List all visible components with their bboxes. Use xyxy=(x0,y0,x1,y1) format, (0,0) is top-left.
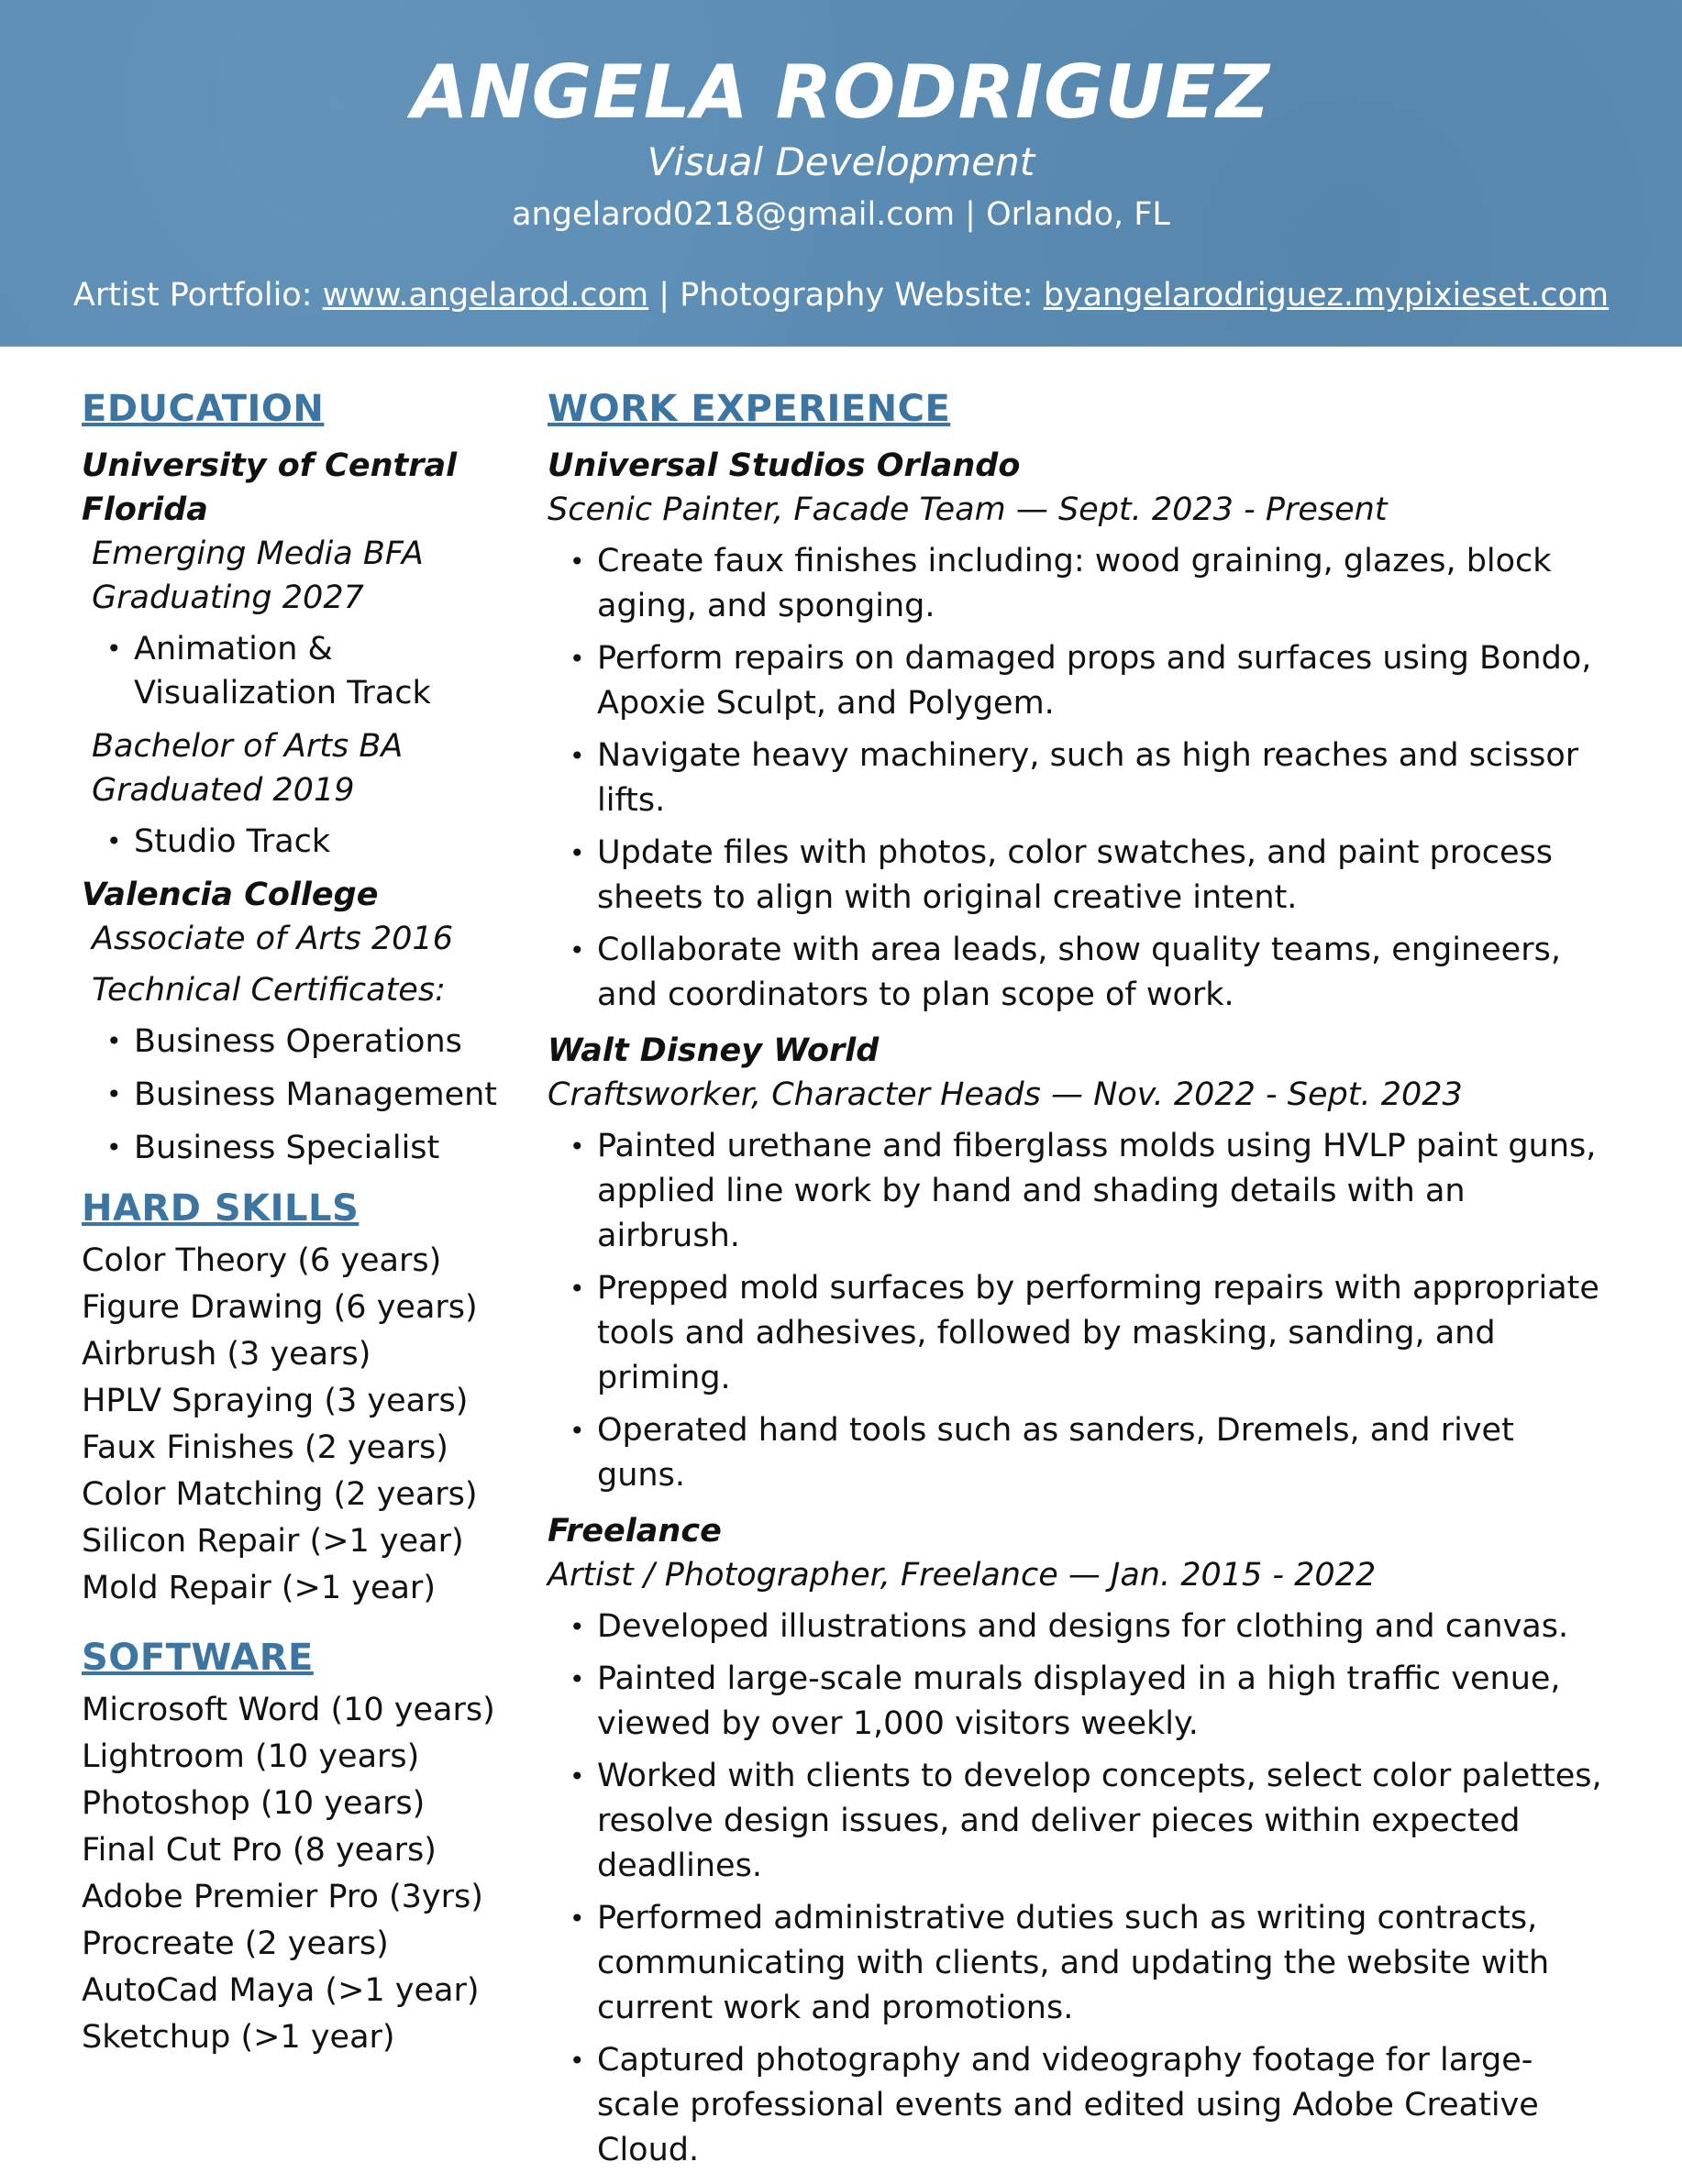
links-line xyxy=(0,273,1682,317)
list-item: Color Matching (2 years) xyxy=(82,1476,478,1513)
list-item: • Animation & Visualization Track xyxy=(82,627,513,715)
job-bullets xyxy=(548,1124,1611,1498)
list-item: • Studio Track xyxy=(82,820,513,864)
header-banner xyxy=(0,0,1682,347)
job-bullets xyxy=(548,539,1611,1018)
list-item: • Performed administrative duties such as writing contracts, communicating with clients, and updating the website with current work and promotions. xyxy=(548,1896,1611,2031)
work-experience-heading: WORK EXPERIENCE xyxy=(548,388,951,430)
degree-tracks xyxy=(82,820,513,864)
job-entry xyxy=(548,1509,1611,2173)
degree-line: Associate of Arts 2016 xyxy=(92,921,453,957)
list-item: • Create faux finishes including: wood graining, glazes, block aging, and sponging. xyxy=(548,539,1611,629)
photo-website-link[interactable]: byangelarodriguez.mypixieset.com xyxy=(1043,277,1610,314)
list-item: • Collaborate with area leads, show quality teams, engineers, and coordinators to plan scope of work. xyxy=(548,928,1611,1018)
list-item: • Developed illustrations and designs for clothing and canvas. xyxy=(548,1605,1611,1649)
list-item: AutoCad Maya (>1 year) xyxy=(82,1972,480,2009)
list-item: Final Cut Pro (8 years) xyxy=(82,1832,437,1869)
list-item: • Business Specialist xyxy=(82,1126,513,1170)
list-item: Procreate (2 years) xyxy=(82,1925,389,1962)
degree-date: Graduated 2019 xyxy=(92,772,355,809)
company-name: Universal Studios Orlando xyxy=(548,447,1021,484)
certificates-label: Technical Certificates: xyxy=(92,972,446,1009)
job-role: Artist / Photographer, Freelance — Jan. 2015 - 2022 xyxy=(548,1557,1377,1594)
degree-line: Bachelor of Arts BA xyxy=(92,728,404,765)
school-name: Valencia College xyxy=(82,877,379,913)
list-item: • Captured photography and videography footage for large-scale professional events and edited using Adobe Creative Cloud. xyxy=(548,2038,1611,2173)
left-column xyxy=(82,383,513,2061)
school-name: University of Central Florida xyxy=(82,447,458,528)
list-item: • Navigate heavy machinery, such as high reaches and scissor lifts. xyxy=(548,734,1611,823)
list-item: Airbrush (3 years) xyxy=(82,1336,371,1373)
education-heading: EDUCATION xyxy=(82,388,325,430)
list-item: HPLV Spraying (3 years) xyxy=(82,1383,469,1419)
company-name: Walt Disney World xyxy=(548,1032,880,1069)
job-bullets xyxy=(548,1605,1611,2173)
list-item: Mold Repair (>1 year) xyxy=(82,1570,436,1606)
job-role: Craftsworker, Character Heads — Nov. 2022 - Sept. 2023 xyxy=(548,1076,1463,1113)
list-item: • Worked with clients to develop concepts, select color palettes, resolve design issues, and deliver pieces within expected deadlines. xyxy=(548,1754,1611,1889)
company-name: Freelance xyxy=(548,1513,722,1550)
contact-info: angelarod0218@gmail.com | Orlando, FL xyxy=(512,196,1170,233)
list-item: Microsoft Word (10 years) xyxy=(82,1692,495,1728)
list-item: • Perform repairs on damaged props and surfaces using Bondo, Apoxie Sculpt, and Polygem. xyxy=(548,636,1611,726)
list-item: Photoshop (10 years) xyxy=(82,1785,426,1822)
list-item: Faux Finishes (2 years) xyxy=(82,1429,448,1466)
list-item: • Painted large-scale murals displayed in a high traffic venue, viewed by over 1,000 visitors weekly. xyxy=(548,1657,1611,1747)
links-separator: | xyxy=(648,277,681,314)
job-entry xyxy=(548,444,1611,1018)
list-item: • Prepped mold surfaces by performing repairs with appropriate tools and adhesives, followed by masking, sanding, and priming. xyxy=(548,1266,1611,1401)
degree-tracks xyxy=(82,627,513,715)
list-item: Silicon Repair (>1 year) xyxy=(82,1523,464,1560)
job-title: Visual Development xyxy=(647,139,1035,184)
list-item: • Business Operations xyxy=(82,1020,513,1064)
list-item: Figure Drawing (6 years) xyxy=(82,1289,478,1326)
job-role: Scenic Painter, Facade Team — Sept. 2023 - Present xyxy=(548,491,1388,528)
degree-date: Graduating 2027 xyxy=(92,579,364,616)
job-entry xyxy=(548,1029,1611,1498)
right-column xyxy=(548,383,1611,2184)
list-item: • Painted urethane and fiberglass molds using HVLP paint guns, applied line work by hand and shading details with an airbrush. xyxy=(548,1124,1611,1259)
portfolio-link[interactable]: www.angelarod.com xyxy=(322,277,649,314)
applicant-name: ANGELA RODRIGUEZ xyxy=(411,50,1271,135)
software-heading: SOFTWARE xyxy=(82,1637,314,1679)
list-item: Color Theory (6 years) xyxy=(82,1242,442,1279)
list-item: Adobe Premier Pro (3yrs) xyxy=(82,1879,483,1915)
portfolio-label: Artist Portfolio: xyxy=(72,277,323,314)
list-item: Sketchup (>1 year) xyxy=(82,2019,395,2056)
list-item: • Operated hand tools such as sanders, Dremels, and rivet guns. xyxy=(548,1408,1611,1498)
list-item: Lightroom (10 years) xyxy=(82,1738,420,1775)
photo-label: Photography Website: xyxy=(680,277,1044,314)
software-list xyxy=(82,1687,513,2061)
degree-line: Emerging Media BFA xyxy=(92,535,424,572)
hard-skills-list xyxy=(82,1238,513,1612)
hard-skills-heading: HARD SKILLS xyxy=(82,1187,360,1230)
certificates-list xyxy=(82,1020,513,1170)
list-item: • Update files with photos, color swatches, and paint process sheets to align with original creative intent. xyxy=(548,831,1611,921)
list-item: • Business Management xyxy=(82,1073,513,1117)
